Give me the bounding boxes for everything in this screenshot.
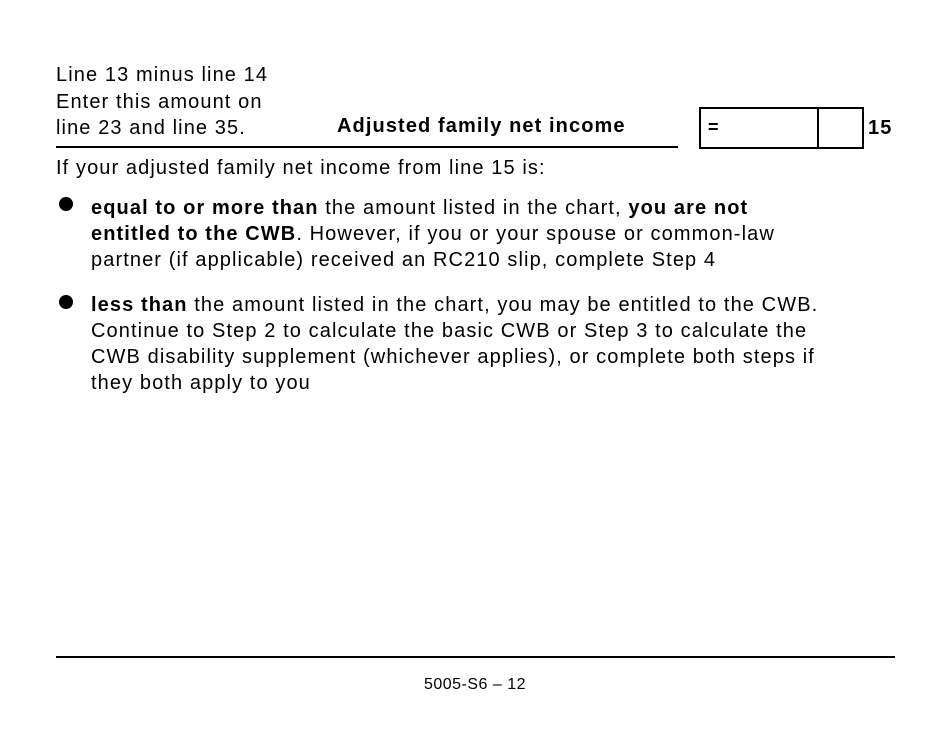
bullet-line — [91, 344, 911, 370]
bold-phrase: less than — [91, 294, 188, 316]
bullet-line — [91, 195, 911, 221]
text-phrase: Continue to Step 2 to calculate the basic CWB or Step 3 to calculate the — [91, 320, 808, 342]
bullet-item-may-be-entitled — [91, 292, 911, 396]
bold-phrase: equal to or more than — [91, 197, 319, 219]
text-phrase: the amount listed in the chart, — [318, 197, 629, 219]
bold-phrase: entitled to the CWB — [91, 223, 297, 245]
bullet-line — [91, 370, 911, 396]
bullet-icon — [59, 295, 73, 309]
instruction-line: Enter this amount on — [56, 90, 263, 113]
bullet-line — [91, 292, 911, 318]
condition-intro: If your adjusted family net income from line 15 is: — [56, 157, 546, 179]
bullet-line — [91, 247, 911, 273]
bullet-icon — [59, 197, 73, 211]
text-phrase: the amount listed in the chart, you may be entitled to the CWB. — [187, 294, 819, 316]
instruction-line: line 23 and line 35. — [56, 117, 246, 139]
bullet-item-not-entitled — [91, 195, 911, 273]
bullet-line — [91, 318, 911, 344]
text-phrase: . However, if you or your spouse or common-law — [296, 223, 775, 245]
bold-phrase: you are not — [628, 197, 749, 219]
line-15-amount-field[interactable] — [699, 107, 819, 149]
text-phrase: CWB disability supplement (whichever applies), or complete both steps if — [91, 346, 815, 368]
line-instructions — [56, 62, 268, 142]
text-phrase: they both apply to you — [91, 372, 311, 394]
equals-sign: = — [708, 117, 719, 137]
line-number: 15 — [868, 117, 893, 139]
text-phrase: partner (if applicable) received an RC210 slip, complete Step 4 — [91, 249, 717, 271]
instruction-line: Line 13 minus line 14 — [56, 64, 269, 86]
footer-divider — [56, 656, 895, 658]
page-number: 5005-S6 – 12 — [423, 676, 527, 693]
section-divider — [56, 146, 678, 148]
line-15-cents-field[interactable] — [817, 107, 864, 149]
bullet-line — [91, 221, 911, 247]
adjusted-family-net-income-label: Adjusted family net income — [337, 115, 626, 137]
